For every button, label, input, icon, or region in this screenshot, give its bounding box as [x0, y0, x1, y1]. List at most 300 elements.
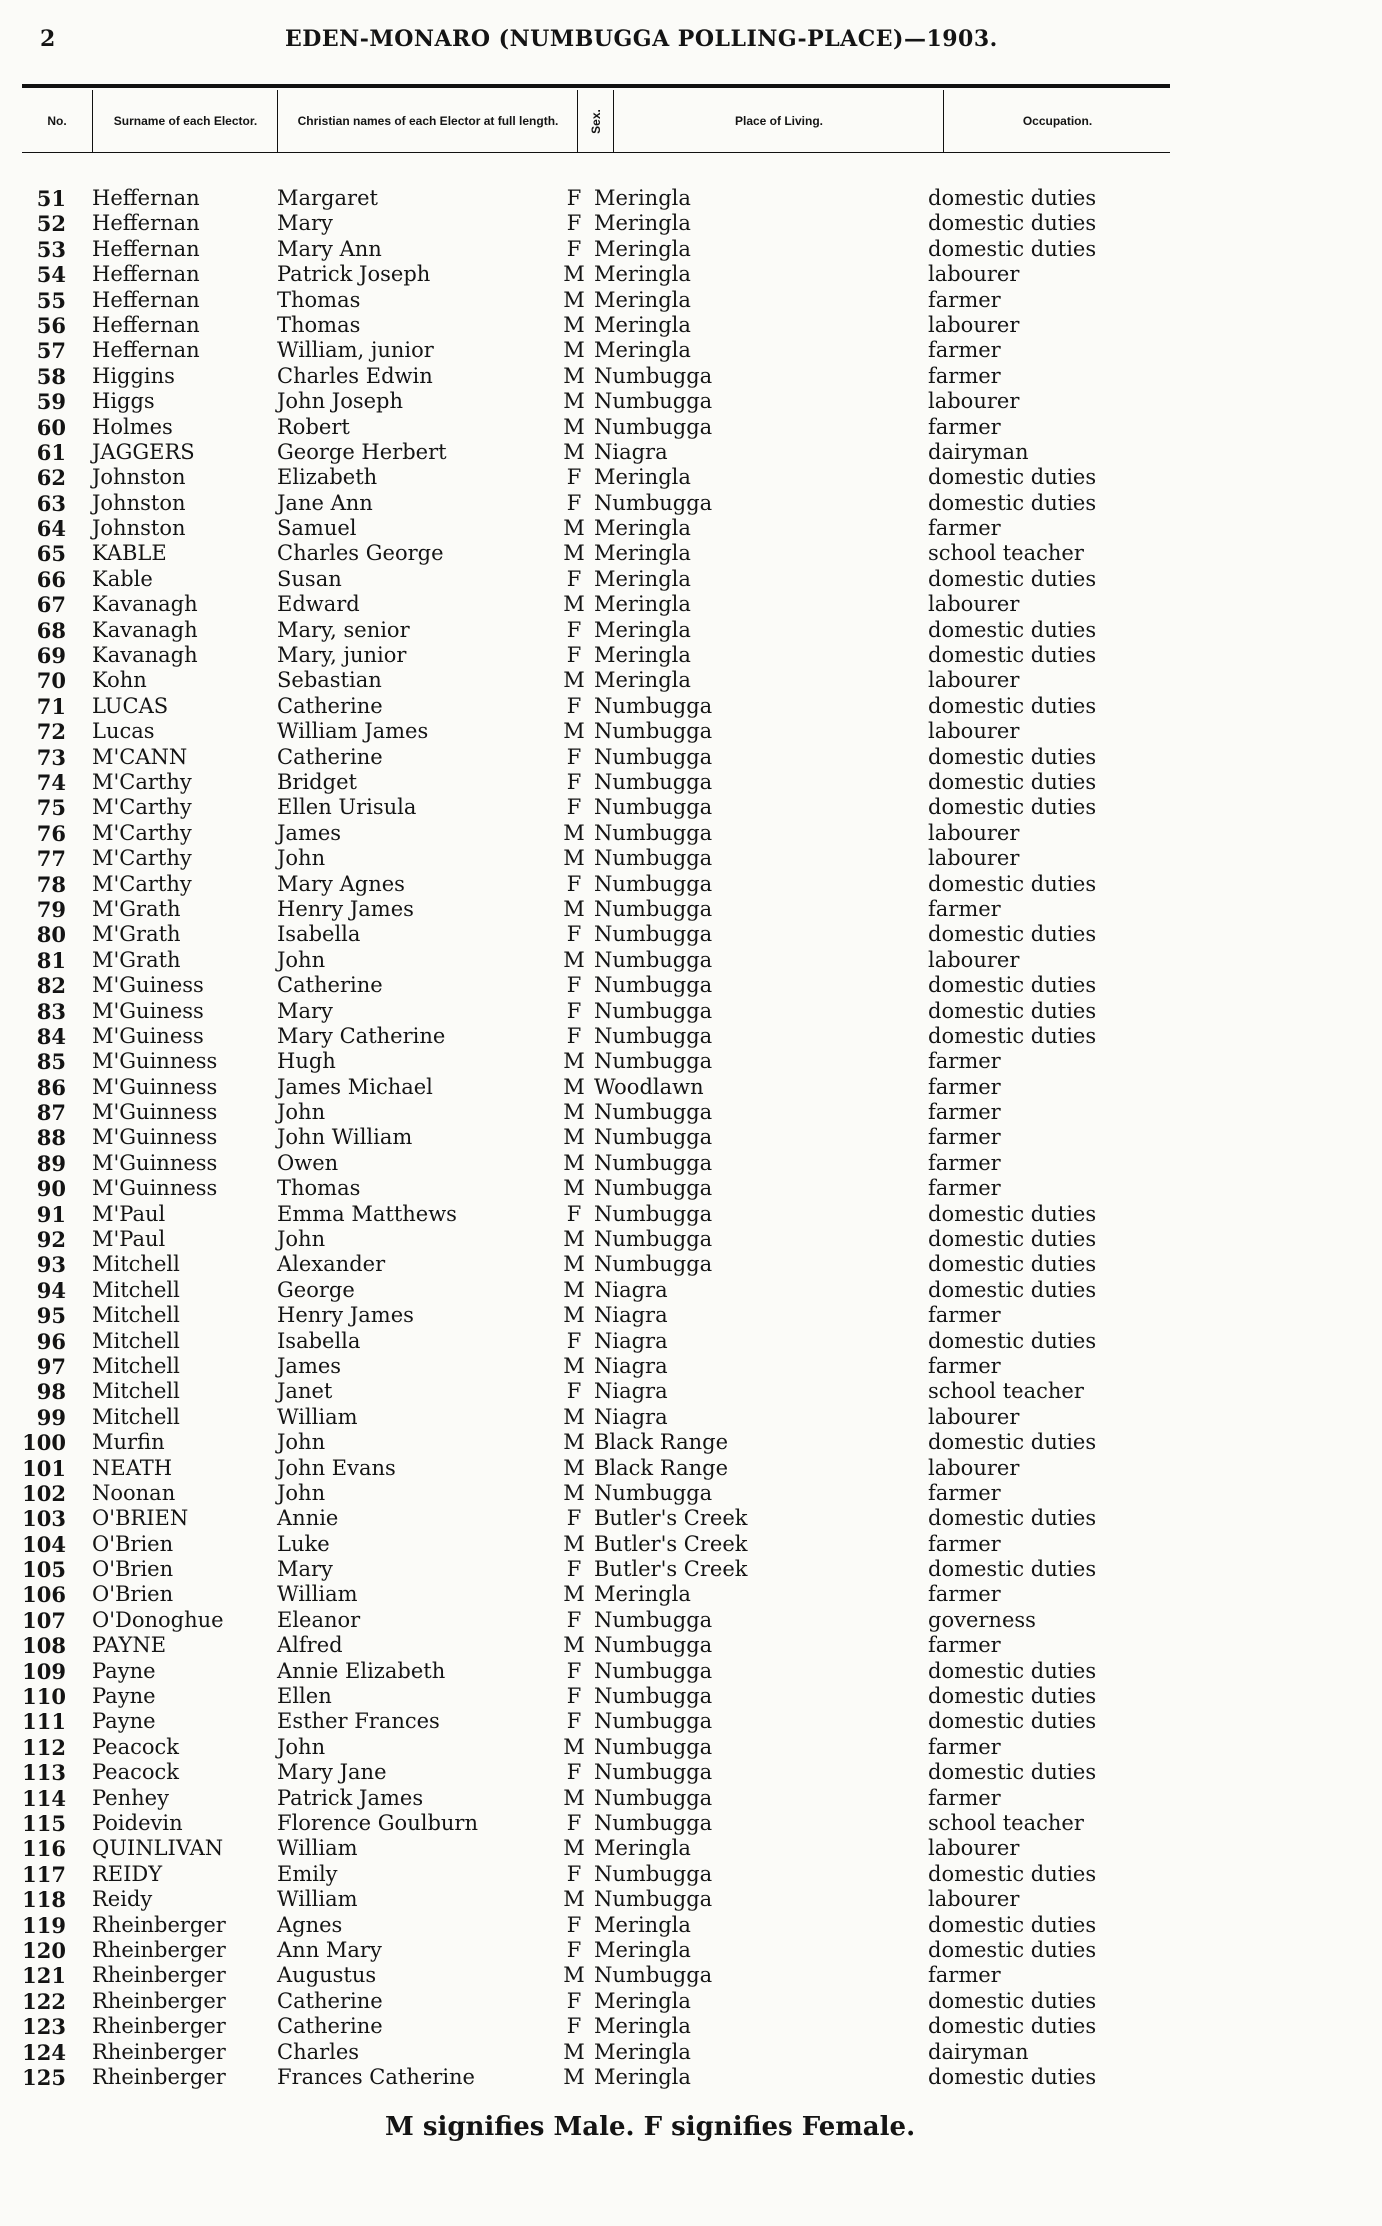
elector-occupation: dairyman [928, 439, 1029, 464]
elector-christian-names: Jane Ann [277, 490, 373, 515]
elector-christian-names: Emily [277, 1861, 338, 1886]
elector-occupation: farmer [928, 414, 1001, 439]
elector-christian-names: George Herbert [277, 439, 447, 464]
elector-occupation: farmer [928, 1785, 1001, 1810]
elector-christian-names: William James [277, 719, 429, 744]
elector-place: Numbugga [594, 947, 713, 972]
elector-surname: O'Brien [92, 1582, 174, 1607]
elector-number: 63 [36, 490, 66, 516]
table-row [0, 1100, 1382, 1125]
elector-occupation: domestic duties [928, 1760, 1097, 1785]
elector-number: 67 [36, 592, 66, 618]
elector-sex: F [566, 1506, 582, 1531]
elector-occupation: governess [928, 1607, 1036, 1632]
elector-sex: F [566, 1937, 582, 1962]
elector-christian-names: Charles George [277, 541, 444, 566]
elector-occupation: domestic duties [928, 922, 1097, 947]
elector-christian-names: Thomas [277, 312, 361, 337]
elector-place: Woodlawn [594, 1074, 704, 1099]
elector-number: 83 [36, 998, 66, 1024]
elector-occupation: farmer [928, 363, 1001, 388]
elector-sex: M [563, 1227, 585, 1252]
elector-sex: F [566, 1684, 582, 1709]
elector-occupation: dairyman [928, 2039, 1029, 2064]
elector-number: 123 [22, 2014, 66, 2040]
elector-place: Numbugga [594, 1227, 713, 1252]
elector-sex: M [563, 1582, 585, 1607]
elector-surname: O'Brien [92, 1557, 174, 1582]
table-row [0, 1278, 1382, 1303]
elector-christian-names: Annie Elizabeth [277, 1658, 446, 1683]
elector-surname: M'Grath [92, 896, 181, 921]
elector-sex: M [563, 262, 585, 287]
elector-christian-names: Patrick Joseph [277, 262, 431, 287]
elector-surname: M'Guinness [92, 1074, 218, 1099]
elector-christian-names: William [277, 1836, 358, 1861]
elector-sex: M [563, 1353, 585, 1378]
elector-number: 94 [36, 1277, 66, 1303]
elector-number: 87 [36, 1100, 66, 1126]
elector-number: 89 [36, 1150, 66, 1176]
elector-surname: Higgins [92, 363, 175, 388]
elector-christian-names: Janet [277, 1379, 333, 1404]
table-row [0, 795, 1382, 820]
elector-occupation: farmer [928, 1480, 1001, 1505]
elector-occupation: labourer [928, 820, 1020, 845]
elector-number: 64 [36, 516, 66, 542]
elector-christian-names: James [277, 820, 342, 845]
table-row [0, 1836, 1382, 1861]
elector-number: 53 [36, 236, 66, 262]
elector-place: Numbugga [594, 896, 713, 921]
elector-occupation: farmer [928, 1176, 1001, 1201]
elector-christian-names: Thomas [277, 1176, 361, 1201]
elector-christian-names: Catherine [277, 693, 383, 718]
table-row [0, 1811, 1382, 1836]
elector-occupation: farmer [928, 1049, 1001, 1074]
elector-sex: F [566, 1658, 582, 1683]
elector-place: Numbugga [594, 1887, 713, 1912]
table-row [0, 643, 1382, 668]
elector-surname: Heffernan [92, 287, 200, 312]
elector-surname: M'Grath [92, 922, 181, 947]
table-row [0, 1963, 1382, 1988]
elector-sex: M [563, 1430, 585, 1455]
elector-number: 104 [22, 1531, 66, 1557]
elector-christian-names: Susan [277, 566, 342, 591]
header-sex-label: Sex. [588, 108, 603, 134]
table-row [0, 1379, 1382, 1404]
elector-christian-names: Elizabeth [277, 465, 378, 490]
elector-occupation: labourer [928, 1836, 1020, 1861]
elector-occupation: domestic duties [928, 1227, 1097, 1252]
elector-christian-names: Mary Agnes [277, 871, 405, 896]
elector-sex: M [563, 668, 585, 693]
elector-place: Numbugga [594, 922, 713, 947]
table-row [0, 1354, 1382, 1379]
table-row [0, 897, 1382, 922]
elector-occupation: labourer [928, 719, 1020, 744]
elector-surname: Mitchell [92, 1252, 180, 1277]
elector-number: 116 [22, 1836, 66, 1862]
elector-sex: M [563, 947, 585, 972]
table-row [0, 1862, 1382, 1887]
elector-number: 65 [36, 541, 66, 567]
elector-surname: Murfin [92, 1430, 165, 1455]
elector-place: Numbugga [594, 1709, 713, 1734]
elector-number: 124 [22, 2039, 66, 2065]
elector-occupation: domestic duties [928, 1988, 1097, 2013]
elector-christian-names: James [277, 1353, 342, 1378]
elector-occupation: farmer [928, 1303, 1001, 1328]
elector-occupation: domestic duties [928, 871, 1097, 896]
elector-occupation: domestic duties [928, 2064, 1097, 2089]
elector-christian-names: John William [277, 1125, 413, 1150]
electors-table-body [0, 186, 1382, 2090]
elector-place: Numbugga [594, 769, 713, 794]
elector-number: 117 [22, 1861, 66, 1887]
elector-number: 102 [22, 1480, 66, 1506]
elector-surname: Kohn [92, 668, 147, 693]
elector-christian-names: Annie [277, 1506, 339, 1531]
elector-occupation: farmer [928, 1100, 1001, 1125]
elector-number: 51 [36, 186, 66, 211]
table-row [0, 1430, 1382, 1455]
page-number: 2 [40, 26, 56, 52]
elector-sex: M [563, 1480, 585, 1505]
elector-christian-names: Henry James [277, 1303, 414, 1328]
elector-christian-names: Agnes [277, 1912, 343, 1937]
elector-place: Meringla [594, 668, 691, 693]
elector-christian-names: John [277, 1227, 326, 1252]
elector-christian-names: Patrick James [277, 1785, 424, 1810]
elector-place: Meringla [594, 262, 691, 287]
elector-sex: M [563, 516, 585, 541]
elector-occupation: labourer [928, 389, 1020, 414]
elector-occupation: labourer [928, 947, 1020, 972]
elector-surname: M'Carthy [92, 846, 192, 871]
elector-surname: Johnston [92, 516, 186, 541]
elector-christian-names: John [277, 846, 326, 871]
elector-christian-names: Frances Catherine [277, 2064, 475, 2089]
table-row [0, 1709, 1382, 1734]
elector-surname: Peacock [92, 1760, 180, 1785]
header-sex [577, 90, 614, 152]
elector-surname: M'CANN [92, 744, 188, 769]
elector-surname: JAGGERS [92, 439, 195, 464]
elector-occupation: domestic duties [928, 1912, 1097, 1937]
elector-occupation: farmer [928, 1963, 1001, 1988]
elector-surname: Lucas [92, 719, 155, 744]
elector-number: 59 [36, 389, 66, 415]
elector-place: Numbugga [594, 414, 713, 439]
elector-occupation: farmer [928, 1150, 1001, 1175]
table-row [0, 1684, 1382, 1709]
elector-occupation: domestic duties [928, 236, 1097, 261]
elector-christian-names: Robert [277, 414, 350, 439]
table-row [0, 618, 1382, 643]
elector-place: Meringla [594, 643, 691, 668]
elector-occupation: domestic duties [928, 465, 1097, 490]
elector-place: Numbugga [594, 1023, 713, 1048]
elector-occupation: farmer [928, 1125, 1001, 1150]
elector-occupation: domestic duties [928, 973, 1097, 998]
table-row [0, 415, 1382, 440]
elector-christian-names: Mary [277, 1557, 333, 1582]
elector-place: Numbugga [594, 795, 713, 820]
elector-occupation: school teacher [928, 541, 1084, 566]
elector-surname: Penhey [92, 1785, 169, 1810]
elector-christian-names: Samuel [277, 516, 357, 541]
elector-surname: Heffernan [92, 211, 200, 236]
elector-sex: M [563, 1303, 585, 1328]
elector-sex: M [563, 1531, 585, 1556]
elector-sex: F [566, 1379, 582, 1404]
elector-sex: M [563, 1100, 585, 1125]
elector-place: Numbugga [594, 1252, 713, 1277]
elector-surname: Poidevin [92, 1811, 183, 1835]
elector-surname: Noonan [92, 1480, 176, 1505]
elector-occupation: farmer [928, 1074, 1001, 1099]
elector-number: 120 [22, 1937, 66, 1963]
elector-surname: Heffernan [92, 312, 200, 337]
elector-sex: F [566, 1023, 582, 1048]
elector-number: 88 [36, 1125, 66, 1151]
elector-christian-names: Catherine [277, 1988, 383, 2013]
elector-occupation: domestic duties [928, 1557, 1097, 1582]
table-row [0, 1202, 1382, 1227]
elector-surname: PAYNE [92, 1633, 167, 1658]
elector-number: 125 [22, 2064, 66, 2090]
table-row [0, 1608, 1382, 1633]
table-row [0, 1633, 1382, 1658]
elector-number: 77 [36, 846, 66, 872]
elector-surname: M'Grath [92, 947, 181, 972]
table-row [0, 1913, 1382, 1938]
elector-surname: Kavanagh [92, 592, 198, 617]
elector-occupation: school teacher [928, 1379, 1084, 1404]
elector-christian-names: John Evans [277, 1455, 396, 1480]
elector-surname: Heffernan [92, 338, 200, 363]
elector-sex: F [566, 186, 582, 210]
table-row [0, 186, 1382, 211]
elector-surname: LUCAS [92, 693, 169, 718]
elector-christian-names: Henry James [277, 896, 414, 921]
elector-surname: Kable [92, 566, 153, 591]
elector-occupation: domestic duties [928, 1201, 1097, 1226]
table-row [0, 1227, 1382, 1252]
elector-christian-names: Florence Goulburn [277, 1811, 478, 1835]
elector-place: Meringla [594, 1988, 691, 2013]
elector-sex: M [563, 1734, 585, 1759]
elector-sex: F [566, 795, 582, 820]
elector-number: 106 [22, 1582, 66, 1608]
table-row [0, 1075, 1382, 1100]
table-row [0, 1329, 1382, 1354]
elector-place: Numbugga [594, 719, 713, 744]
elector-christian-names: Bridget [277, 769, 357, 794]
elector-place: Niagra [594, 1277, 668, 1302]
table-row [0, 1989, 1382, 2014]
elector-place: Numbugga [594, 820, 713, 845]
elector-number: 99 [36, 1404, 66, 1430]
elector-christian-names: Ellen Urisula [277, 795, 417, 820]
elector-occupation: school teacher [928, 1811, 1084, 1835]
elector-number: 122 [22, 1988, 66, 2014]
elector-christian-names: Ann Mary [277, 1937, 382, 1962]
table-row [0, 846, 1382, 871]
elector-sex: F [566, 1709, 582, 1734]
elector-sex: M [563, 1633, 585, 1658]
elector-place: Meringla [594, 566, 691, 591]
elector-number: 79 [36, 896, 66, 922]
elector-sex: F [566, 922, 582, 947]
elector-surname: REIDY [92, 1861, 163, 1886]
elector-number: 69 [36, 643, 66, 669]
elector-sex: F [566, 1861, 582, 1886]
table-row [0, 465, 1382, 490]
elector-occupation: domestic duties [928, 693, 1097, 718]
elector-occupation: domestic duties [928, 2014, 1097, 2039]
elector-occupation: farmer [928, 1582, 1001, 1607]
elector-place: Meringla [594, 592, 691, 617]
elector-number: 86 [36, 1074, 66, 1100]
table-row [0, 491, 1382, 516]
elector-occupation: farmer [928, 287, 1001, 312]
elector-surname: Mitchell [92, 1404, 180, 1429]
elector-sex: M [563, 1963, 585, 1988]
elector-occupation: domestic duties [928, 1023, 1097, 1048]
elector-sex: M [563, 414, 585, 439]
elector-number: 112 [22, 1734, 66, 1760]
elector-occupation: domestic duties [928, 566, 1097, 591]
elector-place: Numbugga [594, 871, 713, 896]
elector-sex: M [563, 2039, 585, 2064]
elector-sex: F [566, 2014, 582, 2039]
elector-sex: M [563, 287, 585, 312]
elector-surname: M'Guiness [92, 1023, 204, 1048]
elector-number: 57 [36, 338, 66, 364]
elector-occupation: domestic duties [928, 1430, 1097, 1455]
table-row [0, 668, 1382, 693]
elector-number: 74 [36, 769, 66, 795]
elector-number: 71 [36, 693, 66, 719]
elector-surname: M'Carthy [92, 871, 192, 896]
elector-surname: Kavanagh [92, 643, 198, 668]
elector-sex: M [563, 1049, 585, 1074]
elector-surname: Mitchell [92, 1353, 180, 1378]
table-row [0, 1532, 1382, 1557]
elector-number: 103 [22, 1506, 66, 1532]
elector-sex: M [563, 1887, 585, 1912]
elector-place: Niagra [594, 1404, 668, 1429]
elector-number: 76 [36, 820, 66, 846]
table-row [0, 262, 1382, 287]
elector-occupation: domestic duties [928, 211, 1097, 236]
elector-sex: M [563, 1176, 585, 1201]
elector-number: 61 [36, 439, 66, 465]
elector-sex: M [563, 719, 585, 744]
elector-place: Numbugga [594, 846, 713, 871]
elector-christian-names: John [277, 1100, 326, 1125]
elector-place: Numbugga [594, 1633, 713, 1658]
elector-occupation: domestic duties [928, 1506, 1097, 1531]
elector-sex: M [563, 312, 585, 337]
elector-sex: M [563, 1252, 585, 1277]
elector-occupation: domestic duties [928, 1658, 1097, 1683]
elector-number: 82 [36, 973, 66, 999]
table-row [0, 338, 1382, 363]
elector-number: 85 [36, 1049, 66, 1075]
table-row [0, 1735, 1382, 1760]
elector-number: 101 [22, 1455, 66, 1481]
elector-surname: M'Guinness [92, 1049, 218, 1074]
elector-sex: M [563, 1150, 585, 1175]
elector-christian-names: Charles Edwin [277, 363, 433, 388]
elector-christian-names: John [277, 1480, 326, 1505]
elector-sex: F [566, 1912, 582, 1937]
elector-sex: M [563, 1125, 585, 1150]
elector-occupation: farmer [928, 338, 1001, 363]
elector-occupation: domestic duties [928, 1937, 1097, 1962]
elector-number: 78 [36, 871, 66, 897]
table-row [0, 1151, 1382, 1176]
table-row [0, 1125, 1382, 1150]
elector-christian-names: William, junior [277, 338, 434, 363]
elector-sex: F [566, 566, 582, 591]
elector-sex: F [566, 1760, 582, 1785]
elector-surname: Payne [92, 1709, 156, 1734]
elector-surname: Rheinberger [92, 1963, 226, 1988]
elector-sex: F [566, 998, 582, 1023]
header-occupation: Occupation. [943, 90, 1171, 152]
table-row [0, 694, 1382, 719]
elector-number: 72 [36, 719, 66, 745]
elector-surname: Johnston [92, 465, 186, 490]
elector-surname: Mitchell [92, 1379, 180, 1404]
elector-place: Niagra [594, 1379, 668, 1404]
elector-occupation: domestic duties [928, 769, 1097, 794]
elector-place: Numbugga [594, 490, 713, 515]
elector-number: 90 [36, 1176, 66, 1202]
elector-christian-names: Thomas [277, 287, 361, 312]
elector-number: 100 [22, 1430, 66, 1456]
elector-place: Numbugga [594, 1785, 713, 1810]
elector-christian-names: John [277, 947, 326, 972]
elector-sex: M [563, 541, 585, 566]
elector-place: Numbugga [594, 1760, 713, 1785]
elector-occupation: domestic duties [928, 1861, 1097, 1886]
elector-surname: Rheinberger [92, 2014, 226, 2039]
elector-place: Meringla [594, 465, 691, 490]
elector-number: 93 [36, 1252, 66, 1278]
table-row [0, 1049, 1382, 1074]
table-row [0, 1481, 1382, 1506]
elector-place: Butler's Creek [594, 1557, 748, 1582]
elector-christian-names: William [277, 1887, 358, 1912]
elector-christian-names: Catherine [277, 973, 383, 998]
elector-place: Numbugga [594, 998, 713, 1023]
elector-occupation: labourer [928, 312, 1020, 337]
table-row [0, 973, 1382, 998]
elector-surname: QUINLIVAN [92, 1836, 224, 1861]
table-row [0, 1659, 1382, 1684]
elector-place: Meringla [594, 338, 691, 363]
elector-occupation: domestic duties [928, 795, 1097, 820]
elector-number: 111 [22, 1709, 66, 1735]
elector-christian-names: Margaret [277, 186, 378, 210]
table-row [0, 1456, 1382, 1481]
